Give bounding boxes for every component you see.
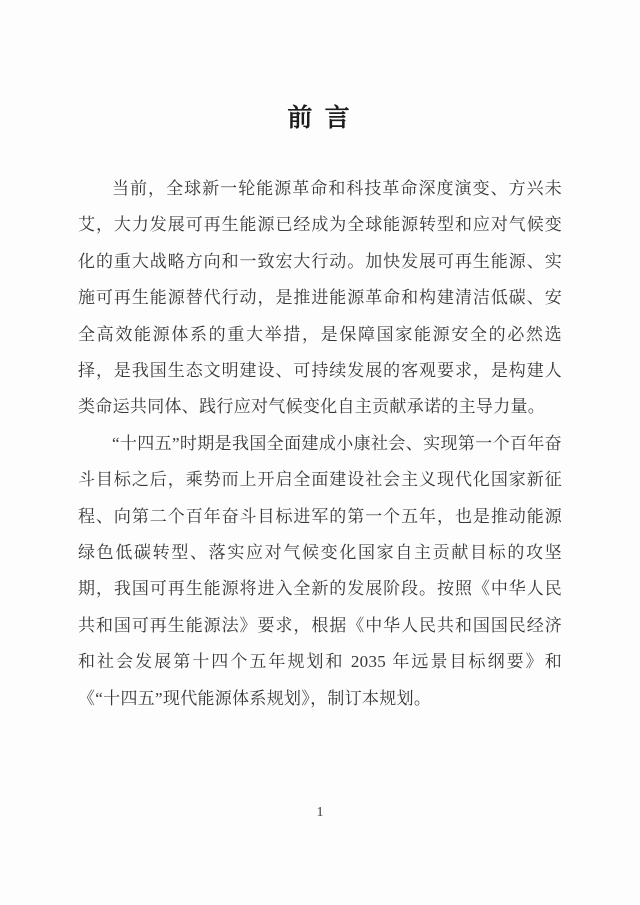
page-title: 前 言 [287, 105, 353, 132]
paragraph: 当前，全球新一轮能源革命和科技革命深度演变、方兴未艾，大力发展可再生能源已经成为全球能源转型和应对气候变化的重大战略方向和一致宏大行动。加快发展可再生能源、实施可再生能源替代行动，是推进能源革命和构建清洁低碳、安全高效能源体系的重大举措，是保障国家能源安全的必然选择，是我国生态文明建设、可持续发展的客观要求，是构建人类命运共同体、践行应对气候变化自主贡献承诺的主导力量。 [78, 179, 562, 417]
paragraph: “十四五”时期是我国全面建成小康社会、实现第一个百年奋斗目标之后，乘势而上开启全面建设社会主义现代化国家新征程、向第二个百年奋斗目标进军的第一个五年，也是推动能源绿色低碳转型、落实应对气候变化国家自主贡献目标的攻坚期，我国可再生能源将进入全新的发展阶段。按照《中华人民共和国可再生能源法》要求，根据《中华人民共和国国民经济和社会发展第十四个五年规划和 2035 年远景目标纲要》和《“十四五”现代能源体系规划》，制订本规划。 [78, 433, 562, 708]
page-body [78, 171, 562, 717]
page-number: 1 [316, 805, 324, 820]
